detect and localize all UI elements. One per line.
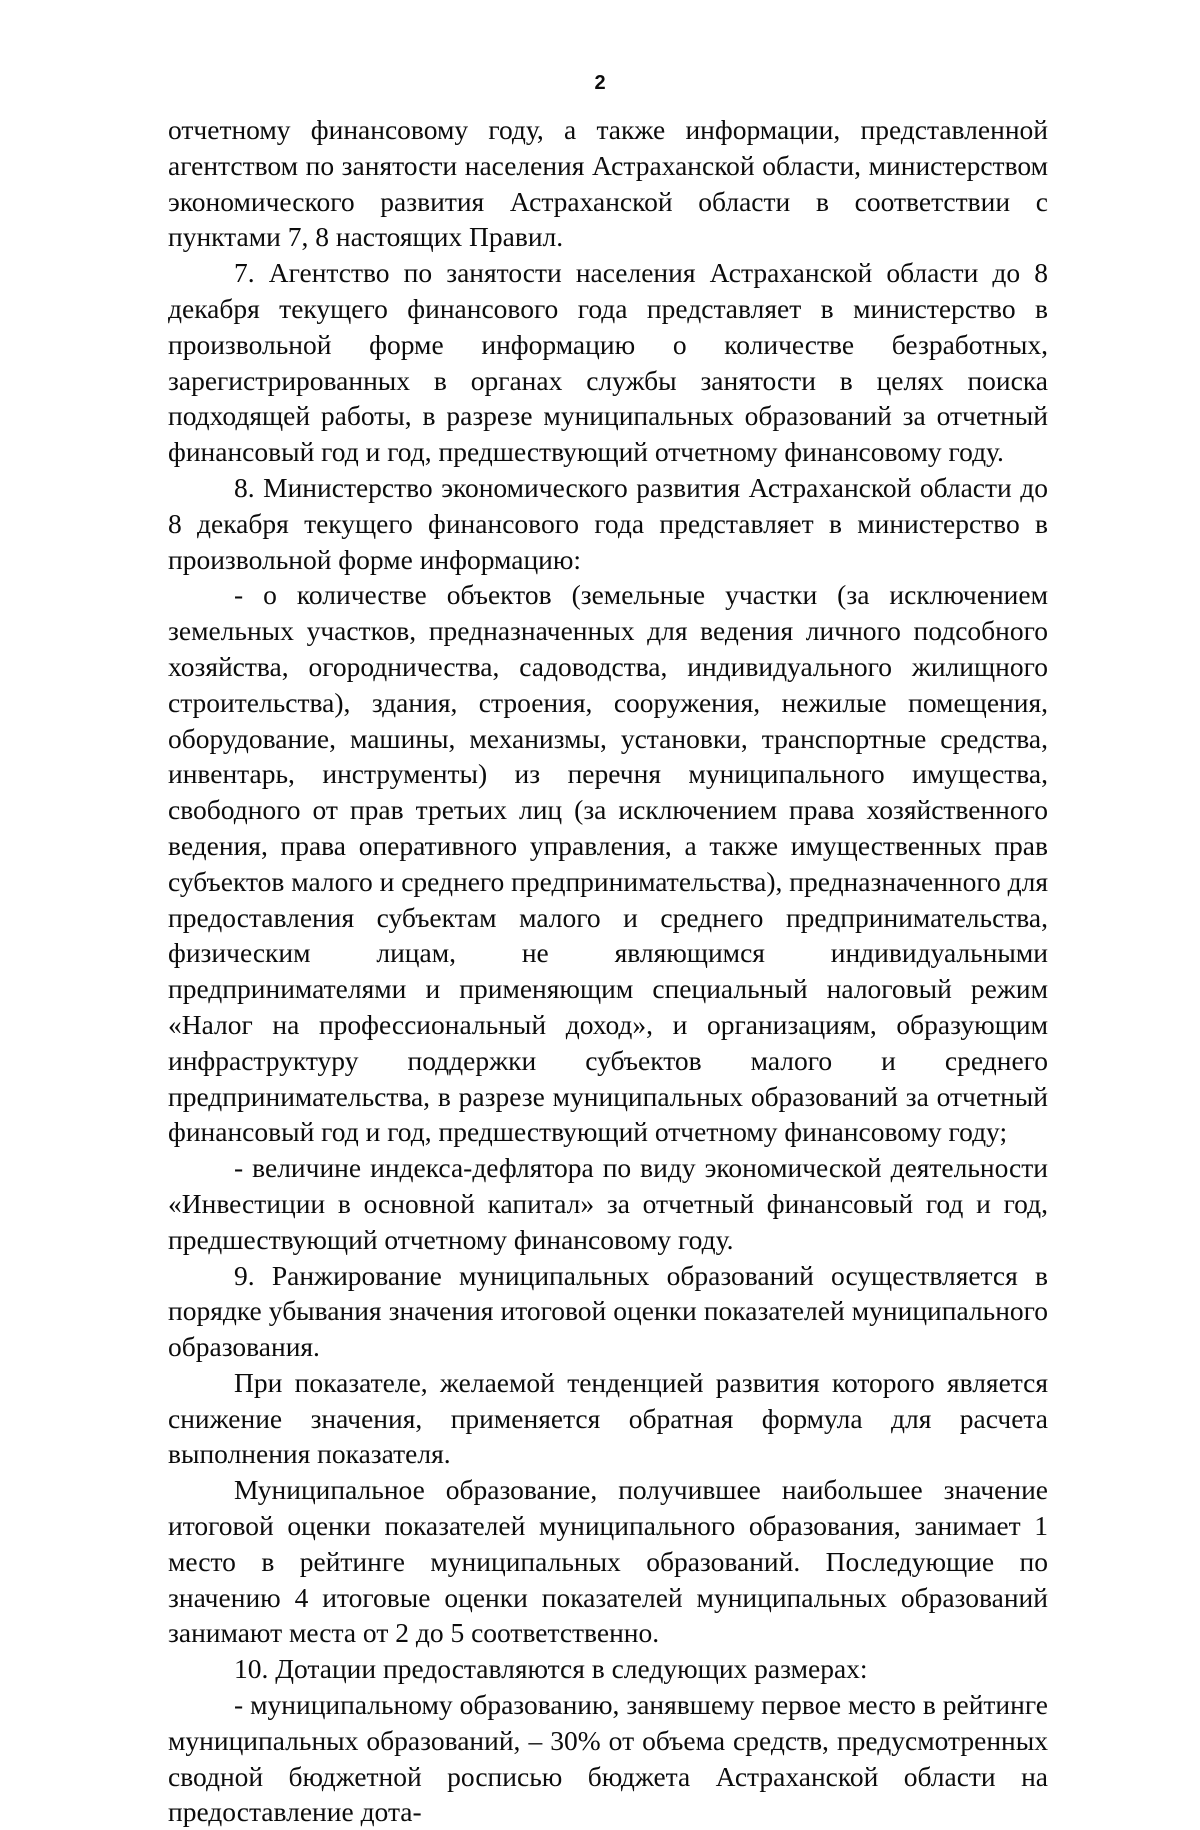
paragraph-item-7: 7. Агентство по занятости населения Астраханской области до 8 декабря текущего финансового года представляет в министерство в произвольной форме информацию о количестве безработных, зарегистрированных в органах службы занятости в целях поиска подходящей работы, в разрезе муниципальных образований за отчетный финансовый год и год, предшествующий отчетному финансовому году.: [168, 257, 1048, 468]
paragraph-inverse-formula: При показателе, желаемой тенденцией развития которого является снижение значения, применяется обратная формула для расчета выполнения показателя.: [168, 1366, 1048, 1470]
paragraph-continuation: отчетному финансовому году, а также информации, представленной агентством по занятости населения Астраханской области, министерством экономического развития Астраханской области в соответствии с пунктами 7, 8 настоящих Правил.: [168, 114, 1048, 253]
page-number: 2: [594, 72, 606, 94]
paragraph-ranking: Муниципальное образование, получившее наибольшее значение итоговой оценки показателей муниципального образования, занимает 1 место в рейтинге муниципальных образований. Последующие по значению 4 итоговые оценки показателей муниципальных образований занимают места от 2 до 5 соответственно.: [168, 1474, 1048, 1649]
document-body: [168, 112, 1048, 1830]
paragraph-item-8: 8. Министерство экономического развития Астраханской области до 8 декабря текущего финансового года представляет в министерство в произвольной форме информацию:: [168, 471, 1048, 575]
paragraph-item-10: 10. Дотации предоставляются в следующих размерах:: [234, 1653, 868, 1685]
paragraph-objects-info: - о количестве объектов (земельные участки (за исключением земельных участков, предназначенных для ведения личного подсобного хозяйства, огородничества, садоводства, индивидуального жилищного строительства), здания, строения, сооружения, нежилые помещения, оборудование, машины, механизмы, установки, транспортные средства, инвентарь, инструменты) из перечня муниципального имущества, свободного от прав третьих лиц (за исключением права хозяйственного ведения, права оперативного управления, а также имущественных прав субъектов малого и среднего предпринимательства), предназначенного для предоставления субъектам малого и среднего предпринимательства, физическим лицам, не являющимся индивидуальными предпринимателями и применяющим специальный налоговый режим «Налог на профессиональный доход», и организациям, образующим инфраструктуру поддержки субъектов малого и среднего предпринимательства, в разрезе муниципальных образований за отчетный финансовый год и год, предшествующий отчетному финансовому году;: [168, 579, 1048, 1148]
paragraph-first-place: - муниципальному образованию, занявшему первое место в рейтинге муниципальных образований, – 30% от объема средств, предусмотренных сводной бюджетной росписью бюджета Астраханской области на предоставление дота-: [168, 1689, 1048, 1828]
paragraph-item-9: 9. Ранжирование муниципальных образований осуществляется в порядке убывания значения итоговой оценки показателей муниципального образования.: [168, 1259, 1048, 1363]
paragraph-deflator-info: - величине индекса-дефлятора по виду экономической деятельности «Инвестиции в основной капитал» за отчетный финансовый год и год, предшествующий отчетному финансовому году.: [168, 1152, 1048, 1255]
